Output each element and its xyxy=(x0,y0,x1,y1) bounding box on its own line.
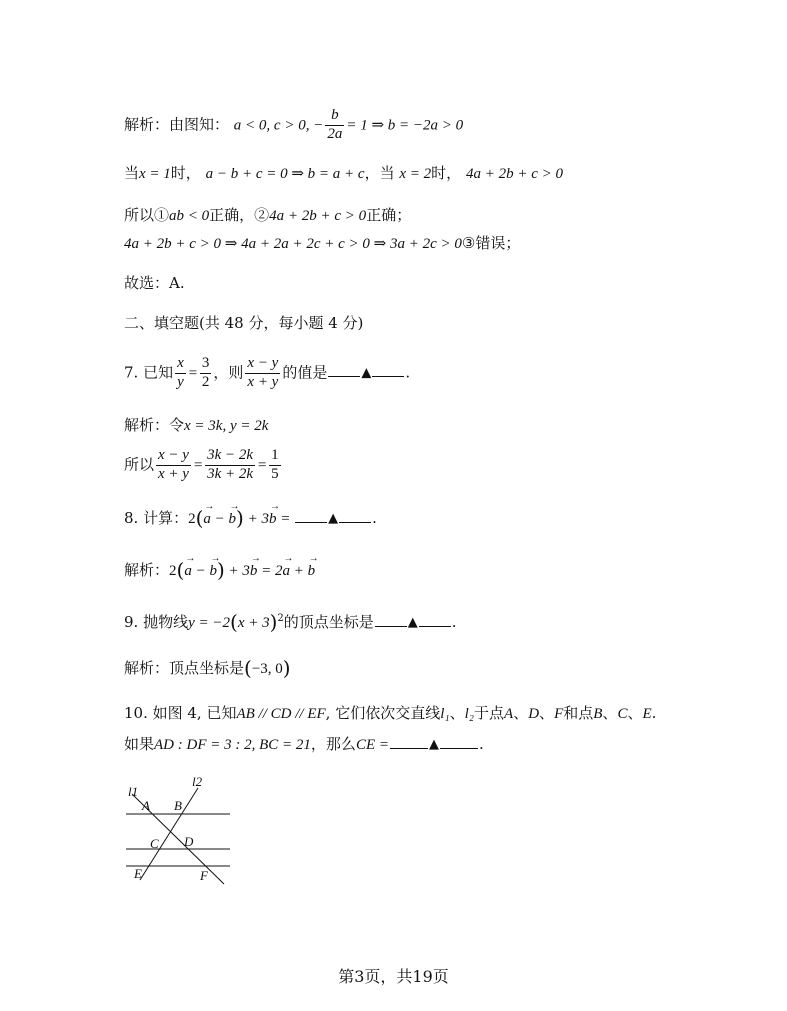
answer-blank[interactable] xyxy=(440,736,478,749)
question-10-line1: 10. 如图 4, 已知AB // CD // EF, 它们依次交直线l₁、l₂于点A、D、F和点B、C、E. xyxy=(124,704,657,722)
triangle-marker-icon: ▲ xyxy=(428,737,439,752)
question-10-line2: 如果AD : DF = 3 : 2, BC = 21，那么CE = ▲ . xyxy=(124,735,484,753)
page-footer: 第3页，共19页 xyxy=(338,967,449,986)
fraction: $\frac{x}{y}$ xyxy=(177,355,184,390)
triangle-marker-icon: ▲ xyxy=(328,511,339,526)
label-l2: l2 xyxy=(192,774,203,789)
math-expr: a − b + c = 0 ⇒ b = a + c xyxy=(205,166,365,182)
fraction: $\frac{3}{2}$ xyxy=(201,355,210,390)
question-9: 9. 抛物线$y = -2(x + 3)^2$的顶点坐标是 ▲ . xyxy=(124,610,457,634)
q9-solution: 解析：顶点坐标是(−3, 0) xyxy=(124,656,291,680)
answer-blank[interactable] xyxy=(295,510,327,523)
math-expr: a < 0, c > 0, − xyxy=(233,117,324,134)
answer-blank[interactable] xyxy=(339,510,371,523)
math-expr: = 1 ⇒ b = −2a > 0 xyxy=(346,117,464,134)
answer-blank[interactable] xyxy=(375,614,407,627)
q6-solution-line3: 所以①ab < 0正确，②4a + 2b + c > 0正确； xyxy=(124,206,412,224)
math-expr: 4a + 2b + c > 0 ⇒ 4a + 2a + 2c + c > 0 ⇒ 3a + 2c > 0 xyxy=(124,236,462,252)
math-expr: 4a + 2b + c > 0 xyxy=(465,166,563,182)
answer-blank[interactable] xyxy=(419,614,451,627)
fraction: $\frac{x - y}{x + y}$ xyxy=(158,447,189,482)
label-d: D xyxy=(184,834,194,849)
answer-blank[interactable] xyxy=(390,736,428,749)
fraction: $\frac{3k - 2k}{3k + 2k}$ xyxy=(207,447,254,482)
answer-blank[interactable] xyxy=(372,364,404,377)
label-f: F xyxy=(200,868,208,883)
q6-solution-line2: 当x = 1时， a − b + c = 0 ⇒ b = a + c，当 x = 2时， 4a + 2b + c > 0 xyxy=(124,164,563,182)
label-c: C xyxy=(150,836,159,851)
fraction: $\frac{x - y}{x + y}$ xyxy=(247,355,279,390)
label-e: E xyxy=(134,866,142,881)
solution-label: 解析：由图知： xyxy=(124,115,230,134)
question-8: 8. 计算：2(→ a − → b) + 3→ b = ▲ . xyxy=(124,508,377,528)
fraction: $\frac{1}{5}$ xyxy=(271,447,279,482)
q6-solution-line4: 4a + 2b + c > 0 ⇒ 4a + 2a + 2c + c > 0 ⇒ 3a + 2c > 0③错误； xyxy=(124,234,521,252)
q6-answer: 故选：A. xyxy=(124,274,185,292)
section-title: 二、填空题(共 48 分，每小题 4 分) xyxy=(124,314,364,332)
q7-solution-line1: 解析：令x = 3k, y = 2k xyxy=(124,416,269,434)
triangle-marker-icon: ▲ xyxy=(361,365,372,381)
q6-solution-line1 xyxy=(124,108,463,143)
answer-blank[interactable] xyxy=(328,364,360,377)
q8-solution: 解析：2(→ a − → b) + 3→ b = 2→ a + → b xyxy=(124,560,315,580)
triangle-marker-icon: ▲ xyxy=(407,615,418,630)
label-l1: l1 xyxy=(128,784,139,799)
fraction: $\frac{b}{2a}$ xyxy=(327,107,343,142)
q7-solution-line2: 所以 $\frac{x - y}{x + y}$ = $\frac{3k - 2k}{3k + 2k}$ = $\frac{1}{5}$ xyxy=(124,447,279,482)
label-b: B xyxy=(174,798,182,813)
question-7: 7. 已知 $\frac{x}{y}$ = $\frac{3}{2}$ ，则 $\frac{x - y}{x + y}$ 的值是 ▲ . xyxy=(124,355,411,390)
label-a: A xyxy=(142,798,150,813)
parallel-lines-figure xyxy=(118,772,248,892)
